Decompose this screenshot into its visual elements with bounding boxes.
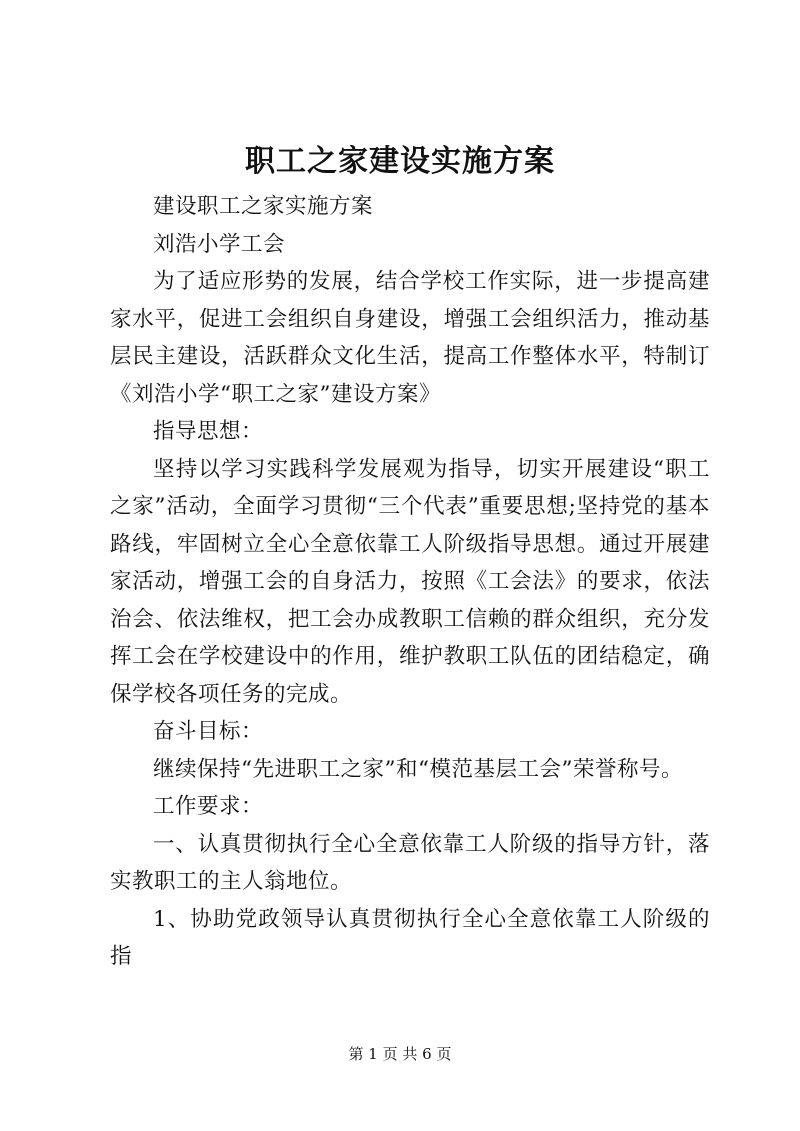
subtitle-paragraph: 建设职工之家实施方案 <box>153 194 374 219</box>
goals-paragraph: 继续保持“先进职工之家”和“模范基层工会”荣誉称号。 <box>153 756 683 782</box>
guiding-ideology-paragraph: 坚持以学习实践科学发展观为指导，切实开展建设“职工之家”活动，全面学习贯彻“三个代表”重要思想;坚持党的基本路线，牢固树立全心全意依靠工人阶级指导思想。通过开展建家活动，增强工会的自身活力，按照《工会法》的要求，依法治会、依法维权，把工会办成教职工信赖的群众组织，充分发挥工会在学校建设中的作用，维护教职工队伍的团结稳定，确保学校各项任务的完成。 <box>110 456 710 707</box>
intro-paragraph: 为了适应形势的发展，结合学校工作实际，进一步提高建家水平，促进工会组织自身建设，增强工会组织活力，推动基层民主建设，活跃群众文化生活，提高工作整体水平，特制订《刘浩小学“职工之家”建设方案》 <box>110 269 710 407</box>
requirement-subitem-1: 1、协助党政领导认真贯彻执行全心全意依靠工人阶级的指 <box>110 906 710 969</box>
section-heading-guiding-ideology: 指导思想： <box>153 419 264 444</box>
page-footer: 第 1 页 共 6 页 <box>348 1045 452 1063</box>
document-body <box>110 188 710 976</box>
document-title: 职工之家建设实施方案 <box>245 144 555 179</box>
section-heading-requirements: 工作要求： <box>153 794 264 819</box>
section-heading-goals: 奋斗目标： <box>153 719 264 744</box>
author-paragraph: 刘浩小学工会 <box>153 231 286 257</box>
requirement-item-1: 一、认真贯彻执行全心全意依靠工人阶级的指导方针，落实教职工的主人翁地位。 <box>110 831 710 894</box>
